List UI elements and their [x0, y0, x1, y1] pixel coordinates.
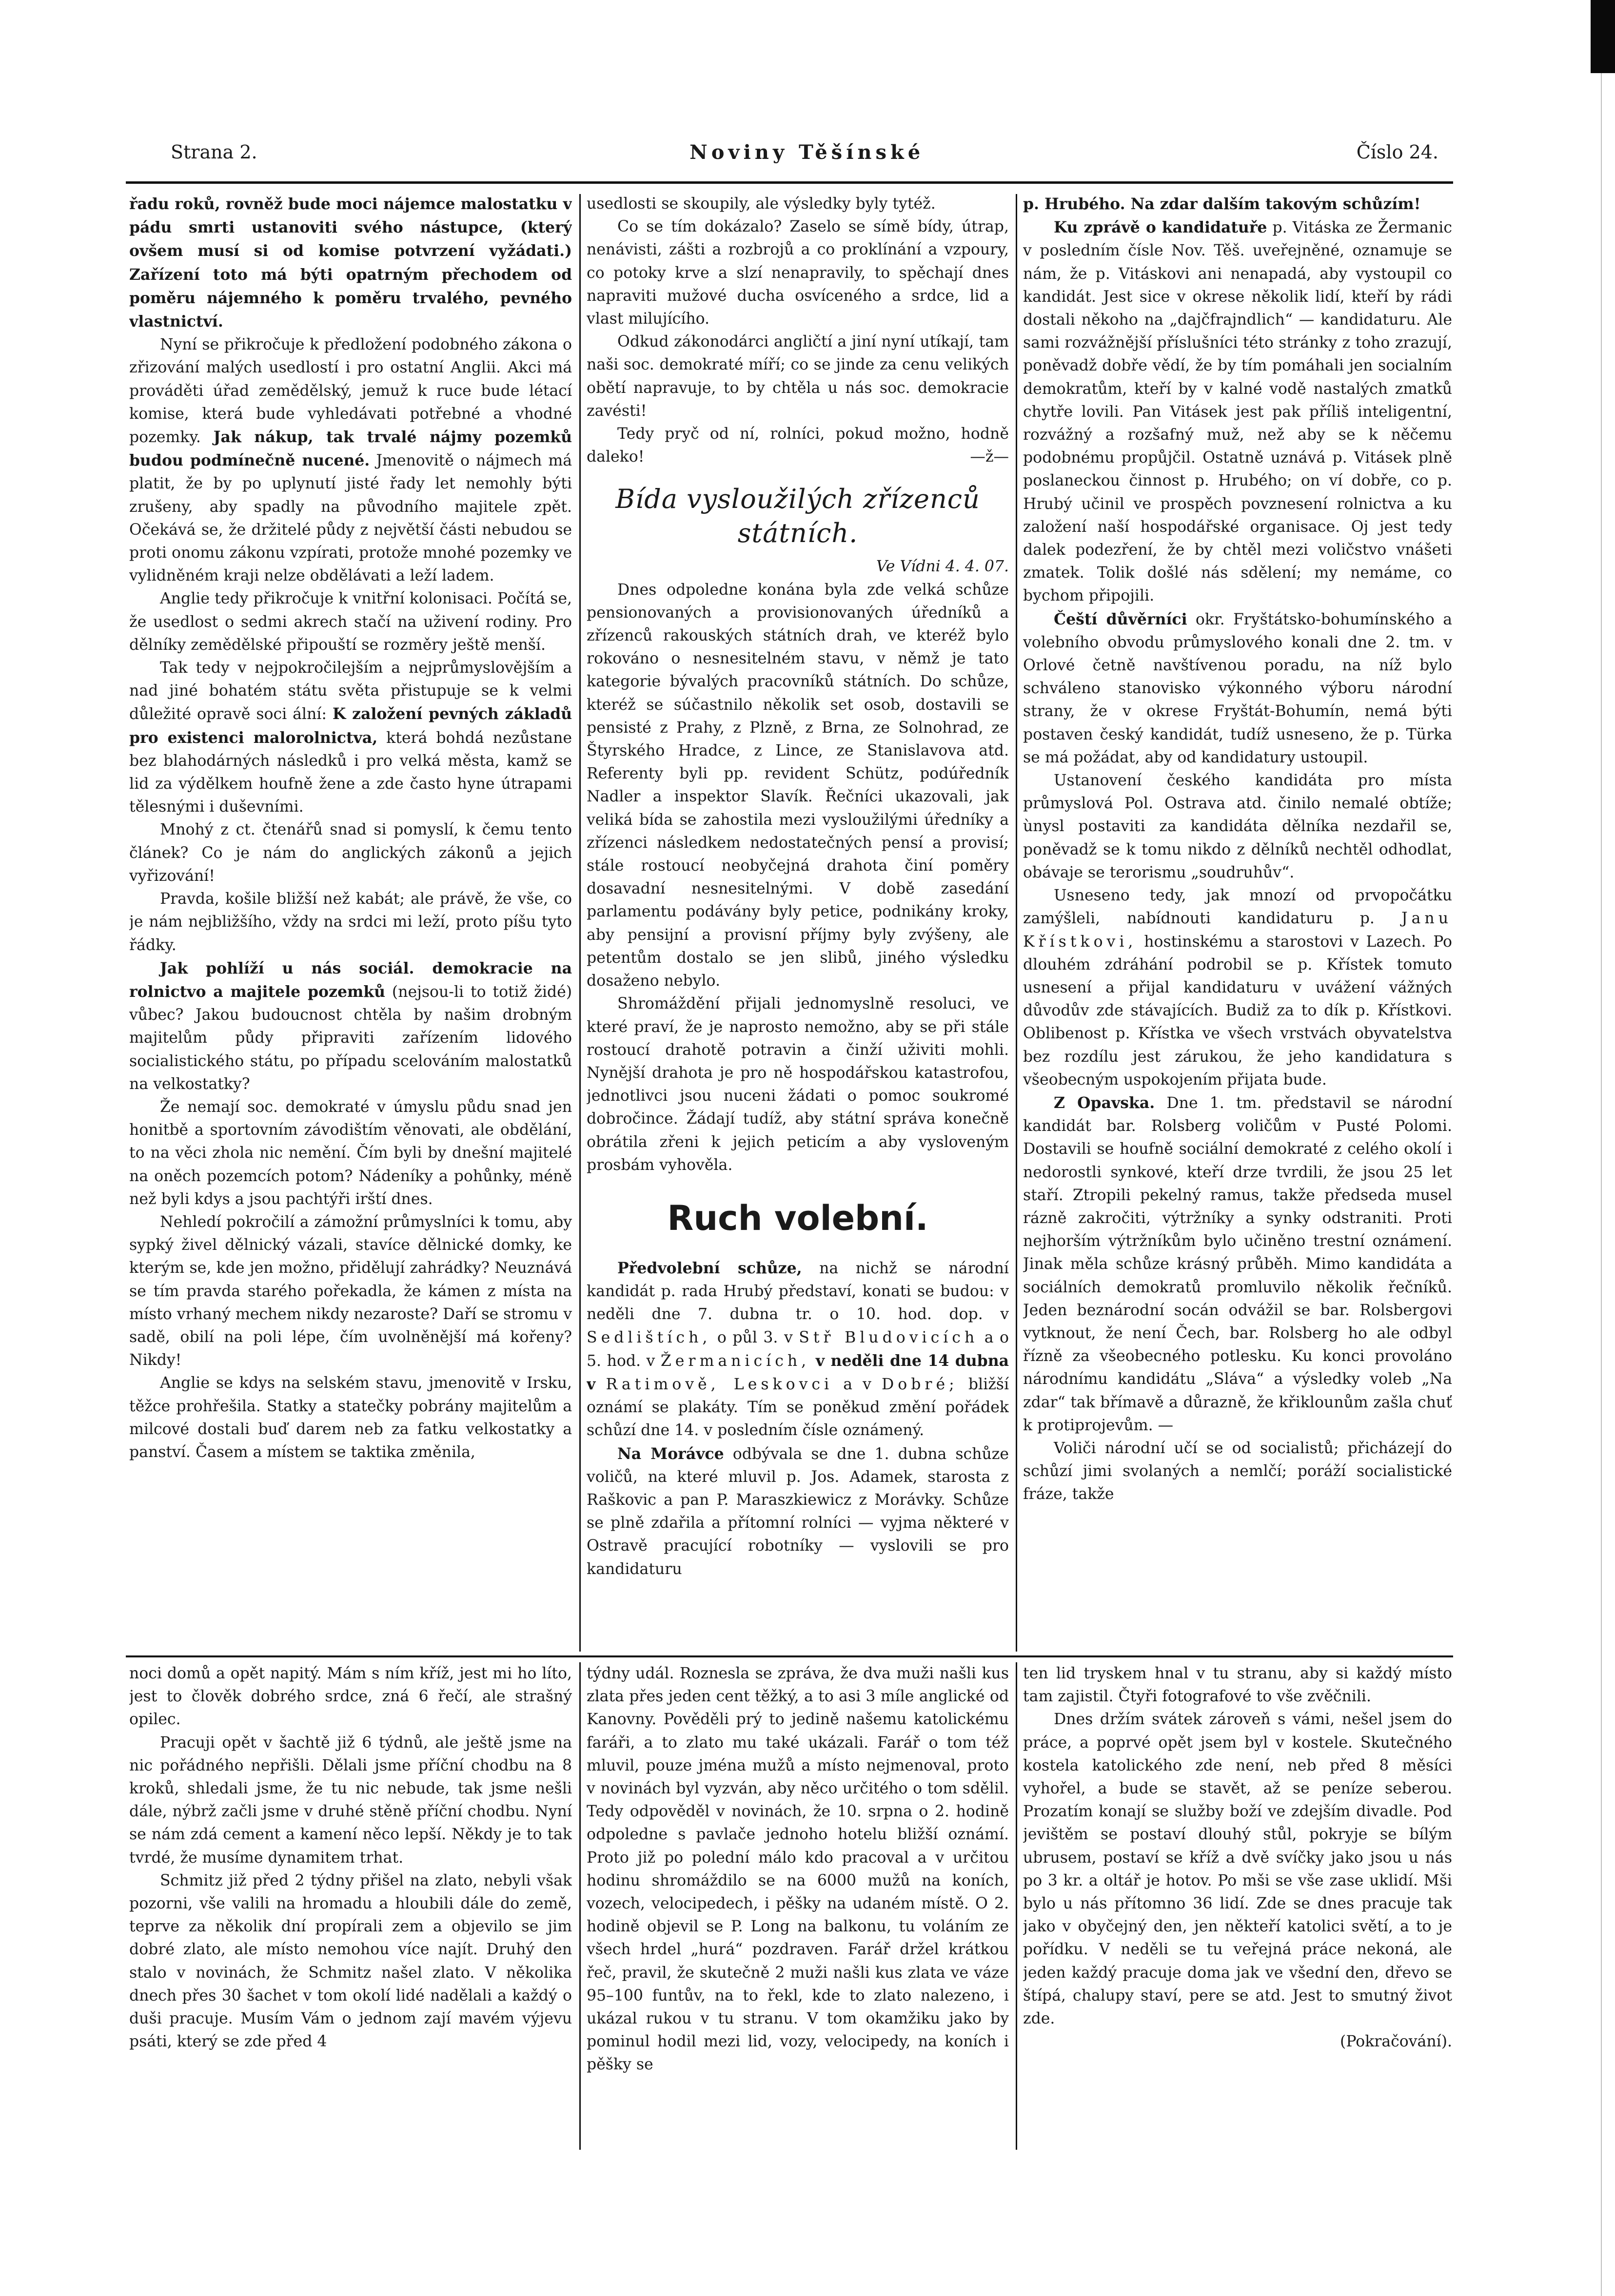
column-3 — [1023, 193, 1452, 1653]
page-header — [171, 137, 1438, 167]
text: bližší oznámí se plakáty. Tím se poněkud změní pořádek schůzí dne 14. v posledním čísle oznámený. — [587, 1375, 1009, 1440]
article-paragraph: Ustanovení českého kandidáta pro místa průmyslová Pol. Ostrava atd. činilo nemalé obtíže; ùnysl postaviti za kandidáta dělníka nezdařil se, poněvadž se k tomu nikdo z dělníků nechtěl odhodlat, obávaje se terorismu „soudruhův“. — [1023, 772, 1452, 881]
article-paragraph — [129, 957, 572, 1096]
article-paragraph: Dnes odpoledne konána byla zde velká schůze pensionovaných a provisionovaných úředníků a zřízenců rakouských státních drah, ve kteréž bylo rokováno o nesnesitelném stavu, v němž je tato kategorie bývalých pracovníků státních. Do schůze, kteréž se súčastnilo několik set osob, dostavili se pensisté z Prahy, z Plzně, z Brna, ze Solnohrad, ze Štyrského Hradce, z Lince, ze Stanislavova atd. Referenty byli pp. revident Schütz, podúředník Nadler a inspektor Slavík. Řečníci ukazovali, jak veliká bída se zahostila mezi vysloužilými úředníky a zřízenci následkem nedostatečných pensí a provisí; stále rostoucí neobyčejná drahota činí poměry dosavadní nesnesitelnými. V době zasedání parlamentu podávány byly petice, podnikány kroky, aby pensijní a provisní příjmy byly zvýšeny, ale petentům dostalo se jen slibů, jiného výsledku dosaženo nebylo. — [587, 581, 1009, 990]
bold-text: Jak nákup, tak trvalé nájmy pozemků budou podmínečně nucené. — [129, 428, 572, 470]
bold-text: v neděli dne 14 dubna v — [587, 1351, 1009, 1393]
article-paragraph: Shromáždění přijali jednomyslně resoluci, ve které praví, že je naprosto nemožno, aby se při stále rostoucí drahotě potravin a činží uživiti mohli. Nynější drahota je pro ně hospodářskou katastrofou, jednotlivci jsou nuceni žádati o pomoc soukromé dobročince. Žádají tudíž, aby státní správa konečně obrátila zřeni k jejich peticím a aby vysloveným prosbám vyhověla. — [587, 995, 1009, 1174]
spaced-text: Ratimově, Leskovci — [606, 1375, 833, 1393]
bold-text: Čeští důvěrníci — [1054, 610, 1187, 628]
section-headline: Ruch volební. — [667, 1198, 928, 1238]
article-paragraph: Anglie se kdys na selském stavu, jmenovitě v Irsku, těžce prohřešila. Statky a statečky pobrány majitelům a milcové dostali buď darem neb za fatku velkostatky a panství. Časem a místem se taktika změnila, — [129, 1374, 572, 1461]
article-paragraph: Co se tím dokázalo? Zaselo se símě bídy, útrap, nenávisti, zášti a rozbrojů a co proklínání a vzpoury, co potoky krve a slzí nenapravily, to spěchají dnes napraviti mužové ducha osvíceného a srdce, lid a vlast milujícího. — [587, 218, 1009, 328]
bold-text: řadu roků, rovněž bude moci nájemce malostatku v pádu smrti ustanoviti svého nástupce, (který ovšem musí si od komise potvrzení vyžádati.) — [129, 195, 572, 260]
column-divider — [1016, 1662, 1017, 2150]
article-paragraph: Nehledí pokročilí a zámožní průmyslníci k tomu, aby sypký živel dělnický vázali, stavíce dělnické domky, ke kterým se, kde jen možno, přidělují zahrádky? Neuznává se tím pravda starého pořekadla, že kámen z místa na místo vrhaný mechem nikdy nezaroste? Daří se stromu v sadě, obilí na poli lépe, čím uvolněnější má kořeny? Nikdy! — [129, 1213, 572, 1369]
article-paragraph — [1023, 608, 1452, 769]
article-paragraph — [1023, 1091, 1452, 1437]
spaced-text: Janu Křístkovi, — [1023, 910, 1452, 951]
text: p. Vitáska ze Žermanic v posledním čísle Nov. Těš. uveřejněné, oznamuje se nám, že p. Vitáskovi ani nenapadá, aby vystoupil co kandidát. Jest sice v okrese několik lidí, kteří by rádi dostali někoho na „dajčfrajndlich“ — kandidaturu. Ale sami rozvážnější příslušníci této stránky z toho zrazují, poněvadž dobře vědí, že by tím pomáhali jen socialním demokratům, kteří by v kalné vodě nastalých zmatků chytře lovili. Pan Vitásek jest pak příliš inteligentní, rozvážný a rozšafný muž, než aby se k něčemu podobnému propůjčil. Ostatně uznává p. Vitásek plně poslaneckou činnost p. Hrubého; on ví dobře, co p. Hrubý učinil ve prospěch povznesení rolnictva a ku založení naší hospodářské organisace. Oj jest tedy dalek podezření, že by chtěl mezi voličstvo vnášeti zmatek. Tolik došlé nás sdělení; my nemáme, co bychom připojili. — [1023, 219, 1452, 605]
column-divider — [579, 1662, 581, 2150]
spaced-text: Žermanicích, — [660, 1352, 810, 1370]
bold-text: Zařízení toto má býti opatrným přechodem od poměru nájemného k poměru trvalého, pevného vlastnictví. — [129, 265, 572, 331]
text: o půl 3. v — [717, 1328, 793, 1346]
text: Nyní se přikročuje k předložení podobného zákona o zřizování malých usedlostí i pro ostatní Anglii. Akci má prováděti úřad zemědělský, jemuž k ruce bude létací komise, která bude vyhledávati potřebné a vhodné pozemky. — [129, 336, 572, 447]
text: (nejsou-li to totiž židé) vůbec? Jakou budoucnost chtěla by našim drobným majitelům půdy připraviti zařízením lidového socialistického státu, po případu scelováním malostatků na velkostatky? — [129, 983, 572, 1093]
bottom-column-2 — [587, 1662, 1009, 2150]
column-divider — [1016, 194, 1017, 1652]
article-paragraph — [587, 1442, 1009, 1581]
scan-edge-stain — [1591, 0, 1615, 73]
article-paragraph: Pracuji opět v šachtě již 6 týdnů, ale ještě jsme na nic pořádného nepřišli. Dělali jsme příční chodbu na 8 kroků, shledali jsme, že tu nic nebude, tak jsme nešli dále, nýbrž začli jsme v druhé stěně příční chodbu. Nyní se nám zdá cement a kamení něco lepší. Někdy je to tak tvrdé, že musíme dynamitem trhat. — [129, 1733, 572, 1867]
article-paragraph — [1023, 216, 1452, 607]
text: Usneseno tedy, jak mnozí od prvopočátku zamýšleli, nabídnouti kandidaturu p. — [1023, 887, 1452, 928]
article-paragraph — [587, 423, 1009, 468]
article-paragraph: Dnes držím svátek zároveň s vámi, nešel jsem do práce, a poprvé opět jsem byl v kostele. Skutečného kostela katolického zde není, neb před 8 měsíci vyhořel, a bude se stavět, až se peníze seberou. Prozatím konají se služby boží ve zdejším divadle. Pod jevištěm se postaví dlouhý stůl, pokryje se bílým ubrusem, postaví se kříž a dvě svíčky jako jsou u nás po 3 kr. a oltář je hotov. Po mši se vše zase uklidí. Mši bylo u nás přítomno 36 lidí. Zde se dnes pracuje tak jako v obyčejný den, jen někteří katolici světí, a to je pořídku. V neděli se tu veřejná práce nekoná, ale jeden každý pracuje doma jak ve všední den, dřevo se štípá, chalupy staví, pere se atd. Jest to smutný život zde. — [1023, 1711, 1452, 2028]
bold-text: Z Opavska. — [1054, 1093, 1155, 1112]
section-rule — [126, 1655, 1453, 1657]
text: Tak tedy v nejpokročilejším a nejprůmyslovějším a nad jiné bohatém státu světa přistupuje se k velmi důležité opravě soci ální: — [129, 659, 572, 723]
article-paragraph — [1023, 884, 1452, 1091]
text: Jmenovitě o nájmech má platit, že by po uplynutí jisté řady let nemohly býti zrušeny, aby spadly na původního majitele zpět. Očekává se, že držitelé půdy z největší části nebudou se proti onomu zákonu vzpírati, protože mnohé pozemky ve vylidněném kraji nelze obdělávati a leží ladem. — [129, 452, 572, 585]
text: okr. Fryštátsko-bohumínského a volebního obvodu průmyslového konali dne 2. tm. v Orlové četně navštívenou poradu, na níž bylo schváleno stanovisko výkonného výboru národní strany, že v okrese Fryštát-Bohumín, nemá býti postaven český kandidát, tudíž usneseno, že p. Türka se má požádat, aby od kandidatury ustoupil. — [1023, 610, 1452, 766]
article-paragraph: ten lid tryskem hnal v tu stranu, aby si každý místo tam zajistil. Čtyři fotografové to vše zvěčnili. — [1023, 1665, 1452, 1706]
spaced-text: Dobré; — [882, 1375, 958, 1393]
column-divider — [579, 194, 581, 1652]
article-paragraph: Že nemají soc. demokraté v úmyslu půdu snad jen honitbě a sportovním závodištím věnovati, ale obdělání, to na věci zhola nic nemění. Čím byli by dnešní majitelé na oněch pozemcích potom? Nádeníky a pohůnky, méně než byli kdys a jsou pachtýři irští dnes. — [129, 1098, 572, 1208]
bottom-column-1 — [129, 1662, 572, 2150]
article-paragraph — [129, 657, 572, 818]
article-paragraph — [587, 1257, 1009, 1442]
bold-text: Předvolební schůze, — [617, 1259, 802, 1277]
text: hostinskému a starostovi v Lazech. Po dlouhém zdráhání podrobil se p. Křístek tomuto usnesení a přijal kandidaturu v uvážení vážných důvodův zde stávajících. Budiž za to dík p. Křístkovi. Oblibenost p. Křístka ve všech vrstvách obyvatelstva bez rozdílu jest zárukou, že jeho kandidatura s všeobecným uspokojením přijata bude. — [1023, 933, 1452, 1089]
spaced-text: Stř Bludovicích — [799, 1328, 979, 1346]
article-paragraph — [129, 193, 572, 333]
issue-number: Číslo 24. — [1356, 141, 1438, 163]
scan-edge-line — [1601, 73, 1602, 2296]
signature: —ž— — [970, 448, 1009, 466]
article-paragraph: Odkud zákonodárci angličtí a jiní nyní utíkají, tam naši soc. demokraté míří; co se jinde za cenu velikých obětí napravuje, to by chtěla u nás soc. demokracie zavésti! — [587, 333, 1009, 420]
page-number: Strana 2. — [171, 141, 257, 163]
text: která bohdá nezůstane bez blahodárných následků i pro velká města, kamž se lid za výdělkem houfně žene a zde často hyne útrapami tělesnými i duševními. — [129, 729, 572, 816]
article-paragraph: Anglie tedy přikročuje k vnitřní kolonisaci. Počítá se, že usedlost o sedmi akrech stačí na uživení rodiny. Pro dělníky zemědělské připouští se rozměry ještě menší. — [129, 590, 572, 654]
bold-text: Jak pohlíží u nás sociál. demokracie na rolnictvo a majitele pozemků — [129, 959, 572, 1001]
bold-text: Na Morávce — [617, 1444, 724, 1463]
bold-text: K založení pevných základů pro existenci malorolnictva, — [129, 705, 572, 747]
article-paragraph: Pravda, košile bližší než kabát; ale právě, že vše, co je nám nejbližšího, vždy na srdci mi leží, proto píšu tyto řádky. — [129, 890, 572, 954]
article-paragraph — [1023, 193, 1452, 216]
newspaper-title: Noviny Těšínské — [689, 140, 925, 164]
text: odbývala se dne 1. dubna schůze voličů, na které mluvil p. Jos. Adamek, starosta z Raškovic a pan P. Maraszkiewicz z Morávky. Schůze se plně zdařila a přítomní rolníci — vyjma některé v Ostravě pracující robotníky — vyslovili se pro kandidaturu — [587, 1445, 1009, 1578]
article-paragraph: noci domů a opět napitý. Mám s ním kříž, jest mi ho líto, jest to člověk dobrého srdce, zná 6 řečí, ale strašný opilec. — [129, 1665, 572, 1729]
article-paragraph — [129, 333, 572, 587]
article-paragraph: Mnohý z ct. čtenářů snad si pomyslí, k čemu tento článek? Co je nám do anglických zákonů a jejich vyřizování! — [129, 821, 572, 885]
spaced-text: Sedlištích, — [587, 1328, 711, 1346]
dateline: Ve Vídni 4. 4. 07. — [876, 558, 1009, 576]
header-rule — [126, 181, 1453, 184]
bold-text: p. Hrubého. Na zdar dalším takovým schůzím! — [1023, 195, 1421, 213]
bottom-column-3 — [1023, 1662, 1452, 2155]
text: na nichž se národní kandidát p. rada Hrubý představí, konati se budou: v neděli dne 7. dubna tr. o 10. hod. dop. v — [587, 1259, 1009, 1323]
article-headline: Bída vysloužilých zřízenců státních. — [615, 484, 980, 549]
article-paragraph: týdny udál. Roznesla se zpráva, že dva muži našli kus zlata přes jeden cent těžký, a to asi 3 míle anglické od Kanovny. Pověděli prý to jedině našemu katolickému faráři, a to zlato mu také ukázali. Farář o tom též mluvil, pouze jména mužů a místo nejmenoval, proto v novinách byl vyzván, aby něco určitého o tom sdělil. Tedy odpověděl v novinách, že 10. srpna o 2. hodině odpoledne s pavlače jednoho hotelu bližší oznámí. Proto již po polední málo kdo pracoval a v určitou hodinu shromáždilo se na 6000 mužů na koních, vozech, velocipedech, i pěšky na udaném místě. O 2. hodině objevil se P. Long na balkonu, tu voláním ze všech hrdel „hurá“ pozdraven. Farář držel krátkou řeč, pravil, že skutečně 2 muži našli kus zlata ve váze 95–100 funtův, na to řekl, kde to zlato nalezeno, i ukázal rukou v tu stranu. V tom okamžiku jako by pominul hodil mezi lid, vozy, velocipedy, na koních i pěšky se — [587, 1665, 1009, 2074]
article-paragraph: usedlosti se skoupily, ale výsledky byly tytéž. — [587, 195, 936, 213]
text: Tedy pryč od ní, rolníci, pokud možno, hodně daleko! — [587, 425, 1009, 466]
continued-note: (Pokračování). — [1340, 2033, 1452, 2051]
article-paragraph: Voliči národní učí se od socialistů; přicházejí do schůzí jimi svolaných a nemlčí; poráží socialistické fráze, takže — [1023, 1439, 1452, 1503]
text: a o 5. hod. v — [587, 1328, 1009, 1370]
column-1 — [129, 193, 572, 1653]
column-2 — [587, 193, 1009, 1653]
text: a v — [843, 1375, 871, 1393]
bold-text: Ku zprávě o kandidatuře — [1054, 218, 1267, 237]
text: Dne 1. tm. představil se národní kandidát bar. Rolsberg voličům v Pusté Polomi. Dostavili se houfně sociální demokraté z celého okolí i nedorostli synkové, kteří drze tvrdili, že jsou 25 let staří. Ztropili pekelný ramus, takže předseda musel rázně zakročiti, výtržníky a synky odstraniti. Proti nejhorším výtržníkům bylo učiněno trestní oznámení. Jinak měla schůze krásný průběh. Mimo kandidáta a sociálních demokratů promluvilo několik řečníků. Jeden beznárodní socán odvážil se bar. Rolsbergovi vytknout, že není Čech, bar. Rolsberg ho ale odbyl řízně za všeobecného potlesku. Ku konci provoláno národnímu kandidátu „Sláva“ a výsledky voleb „Na zdar“ tak břímavě a důrazně, že křiklounům zašla chuť k protiprojevům. — — [1023, 1094, 1452, 1434]
article-paragraph: Schmitz již před 2 týdny přišel na zlato, nebyli však pozorni, vše valili na hromadu a hloubili dále do země, teprve za několik dní propírali zem a objevilo se jim dobré zlato, ale místo nemohou více najít. Druhý den stalo v novinách, že Schmitz našel zlato. V několika dnech přes 30 šachet v tom okolí lidé nadělali a každý o duši pracuje. Musím Vám o jednom zají mavém výjevu psáti, který se zde před 4 — [129, 1871, 572, 2051]
